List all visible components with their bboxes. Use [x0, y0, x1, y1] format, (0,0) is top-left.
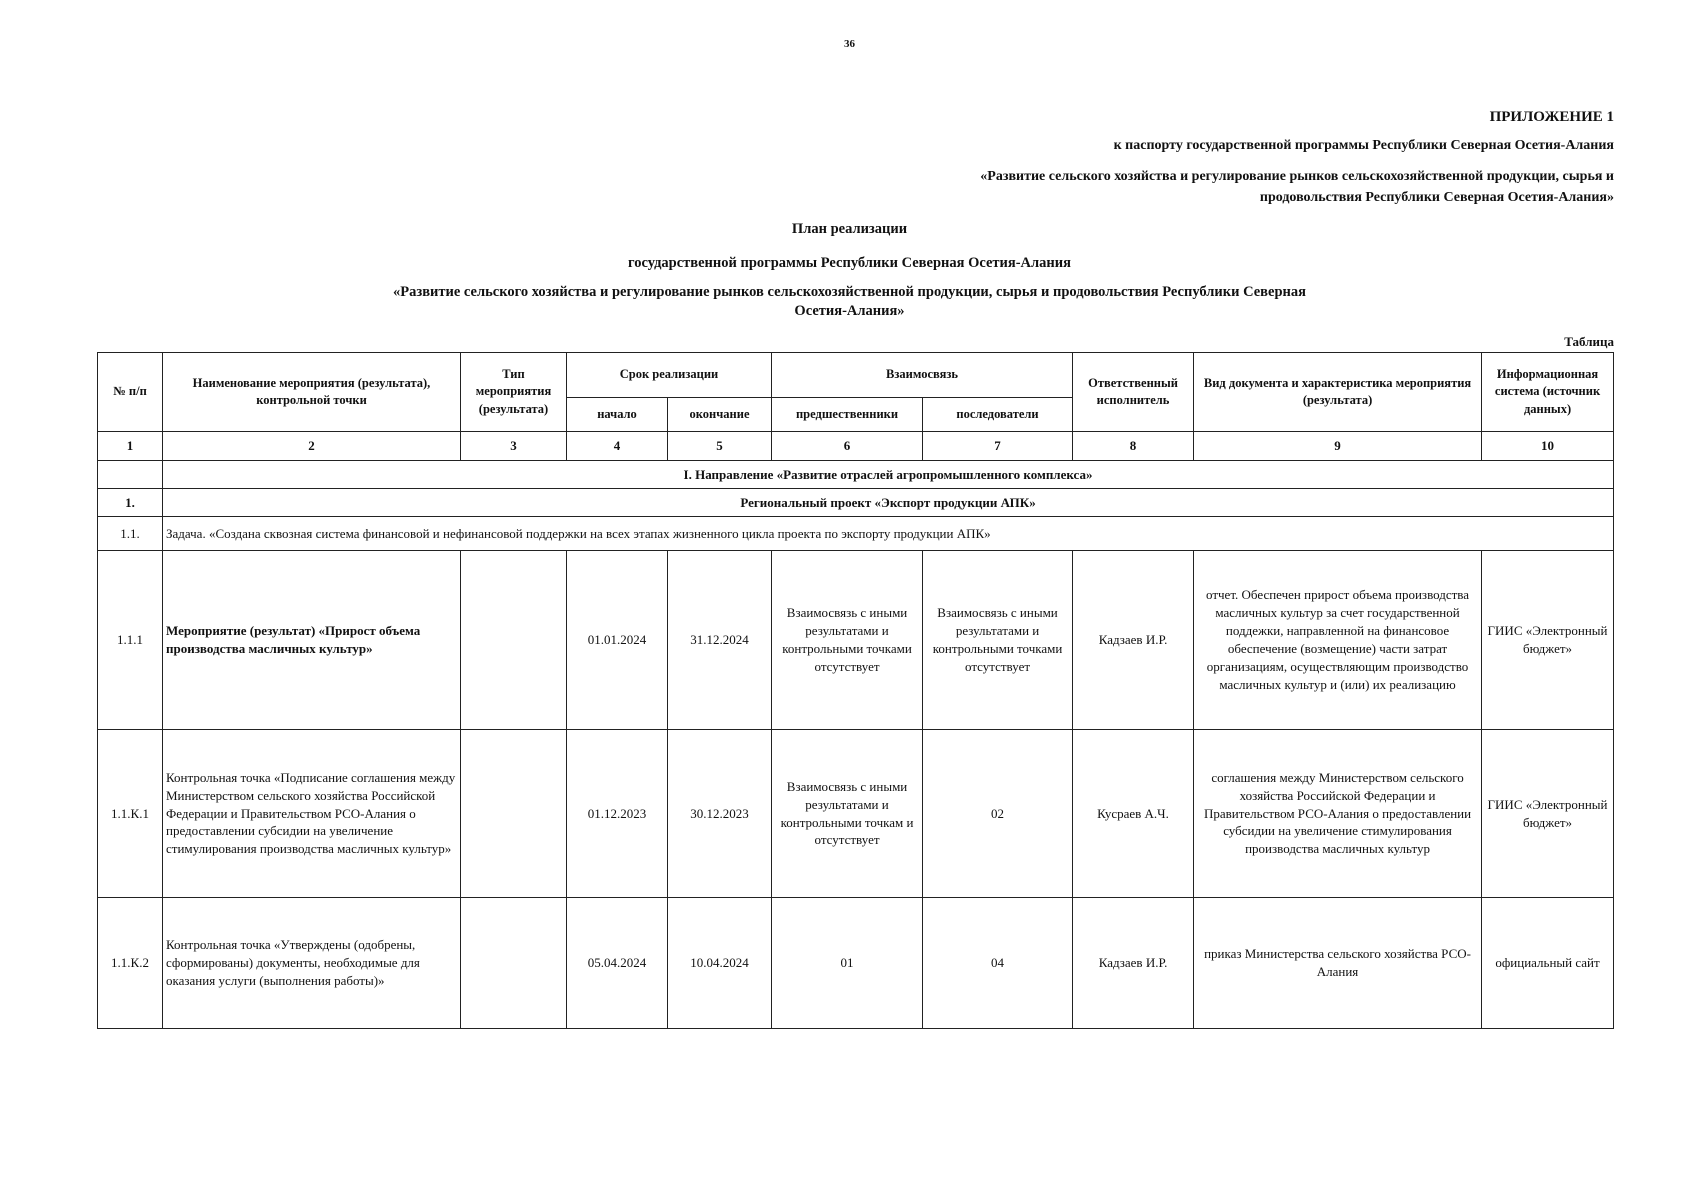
- column-number: 8: [1073, 432, 1194, 461]
- column-number: 7: [923, 432, 1073, 461]
- row-type: [461, 551, 567, 730]
- row-successors: 04: [923, 898, 1073, 1029]
- table-label: Таблица: [1564, 334, 1614, 349]
- header-responsible: Ответственный исполнитель: [1073, 353, 1194, 432]
- row-num: 1.1.К.1: [98, 730, 163, 898]
- row-responsible: Кадзаев И.Р.: [1073, 898, 1194, 1029]
- appendix-line-2: «Развитие сельского хозяйства и регулирование рынков сельскохозяйственной продукции, сырья и: [980, 168, 1614, 184]
- plan-title: План реализации: [791, 221, 908, 237]
- row-successors: Взаимосвязь с иными результатами и контрольными точками отсутствует: [923, 551, 1073, 730]
- row-end: 31.12.2024: [668, 551, 772, 730]
- row-name: Мероприятие (результат) «Прирост объема производства масличных культур»: [163, 551, 461, 730]
- plan-line-3: Осетия-Алания»: [794, 303, 905, 319]
- column-number: 4: [567, 432, 668, 461]
- header-name: Наименование мероприятия (результата), контрольной точки: [163, 353, 461, 432]
- column-number: 9: [1194, 432, 1482, 461]
- header-relation: Взаимосвязь: [772, 353, 1073, 398]
- header-type: Тип мероприятия (результата): [461, 353, 567, 432]
- column-number: 6: [772, 432, 923, 461]
- row-type: [461, 730, 567, 898]
- row-system: официальный сайт: [1482, 898, 1614, 1029]
- row-responsible: Кусраев А.Ч.: [1073, 730, 1194, 898]
- page-number: 36: [844, 38, 855, 50]
- row-responsible: Кадзаев И.Р.: [1073, 551, 1194, 730]
- header-start: начало: [567, 398, 668, 432]
- header-document: Вид документа и характеристика мероприятия (результата): [1194, 353, 1482, 432]
- row-start: 01.01.2024: [567, 551, 668, 730]
- header-system: Информационная система (источник данных): [1482, 353, 1614, 432]
- plan-line-1: государственной программы Республики Северная Осетия-Алания: [628, 255, 1071, 271]
- table-row: [98, 551, 1614, 730]
- row-predecessors: Взаимосвязь с иными результатами и контрольными точками отсутствует: [772, 551, 923, 730]
- row-name: Контрольная точка «Утверждены (одобрены, сформированы) документы, необходимые для оказания услуги (выполнения работы)»: [163, 898, 461, 1029]
- header-successors: последователи: [923, 398, 1073, 432]
- table-row: [98, 730, 1614, 898]
- table-row: [98, 898, 1614, 1029]
- row-end: 10.04.2024: [668, 898, 772, 1029]
- appendix-header: [980, 106, 1614, 208]
- row-num: 1.1.1: [98, 551, 163, 730]
- column-number: 5: [668, 432, 772, 461]
- task-num: 1.1.: [98, 517, 163, 551]
- row-system: ГИИС «Электронный бюджет»: [1482, 730, 1614, 898]
- row-document: приказ Министерства сельского хозяйства РСО-Алания: [1194, 898, 1482, 1029]
- row-successors: 02: [923, 730, 1073, 898]
- task-title: Задача. «Создана сквозная система финансовой и нефинансовой поддержки на всех этапах жизненного цикла проекта по экспорту продукции АПК»: [163, 517, 1614, 551]
- header-end: окончание: [668, 398, 772, 432]
- appendix-line-3: продовольствия Республики Северная Осетия-Алания»: [1259, 189, 1614, 205]
- row-document: отчет. Обеспечен прирост объема производства масличных культур за счет государственной поддежки, направленной на финансовое обеспечение (возмещение) части затрат организациям, осуществляющим производство масличных культур и (или) их реализацию: [1194, 551, 1482, 730]
- header-predecessors: предшественники: [772, 398, 923, 432]
- column-number: 10: [1482, 432, 1614, 461]
- row-end: 30.12.2023: [668, 730, 772, 898]
- column-number: 1: [98, 432, 163, 461]
- row-name: Контрольная точка «Подписание соглашения между Министерством сельского хозяйства Российской Федерации и Правительством РСО-Алания о предоставлении субсидии на увеличение стимулирования производства масличных культур»: [163, 730, 461, 898]
- row-num: 1.1.К.2: [98, 898, 163, 1029]
- row-system: ГИИС «Электронный бюджет»: [1482, 551, 1614, 730]
- row-document: соглашения между Министерством сельского хозяйства Российской Федерации и Правительством РСО-Алания о предоставлении субсидии на увеличение стимулирования производства масличных культур: [1194, 730, 1482, 898]
- plan-line-2: «Развитие сельского хозяйства и регулирование рынков сельскохозяйственной продукции, сырья и продовольствия Республики Северная: [393, 284, 1306, 300]
- row-start: 01.12.2023: [567, 730, 668, 898]
- appendix-title: ПРИЛОЖЕНИЕ 1: [1489, 109, 1614, 125]
- header-term: Срок реализации: [567, 353, 772, 398]
- row-predecessors: Взаимосвязь с иными результатами и контрольными точкам и отсутствует: [772, 730, 923, 898]
- plan-table: [97, 352, 1614, 1029]
- project-num: 1.: [98, 489, 163, 517]
- row-predecessors: 01: [772, 898, 923, 1029]
- row-type: [461, 898, 567, 1029]
- header-num: № п/п: [98, 353, 163, 432]
- column-number: 2: [163, 432, 461, 461]
- project-title: Региональный проект «Экспорт продукции АПК»: [163, 489, 1614, 517]
- section-title: I. Направление «Развитие отраслей агропромышленного комплекса»: [163, 461, 1614, 489]
- row-start: 05.04.2024: [567, 898, 668, 1029]
- appendix-line-1: к паспорту государственной программы Республики Северная Осетия-Алания: [1113, 137, 1614, 153]
- column-number: 3: [461, 432, 567, 461]
